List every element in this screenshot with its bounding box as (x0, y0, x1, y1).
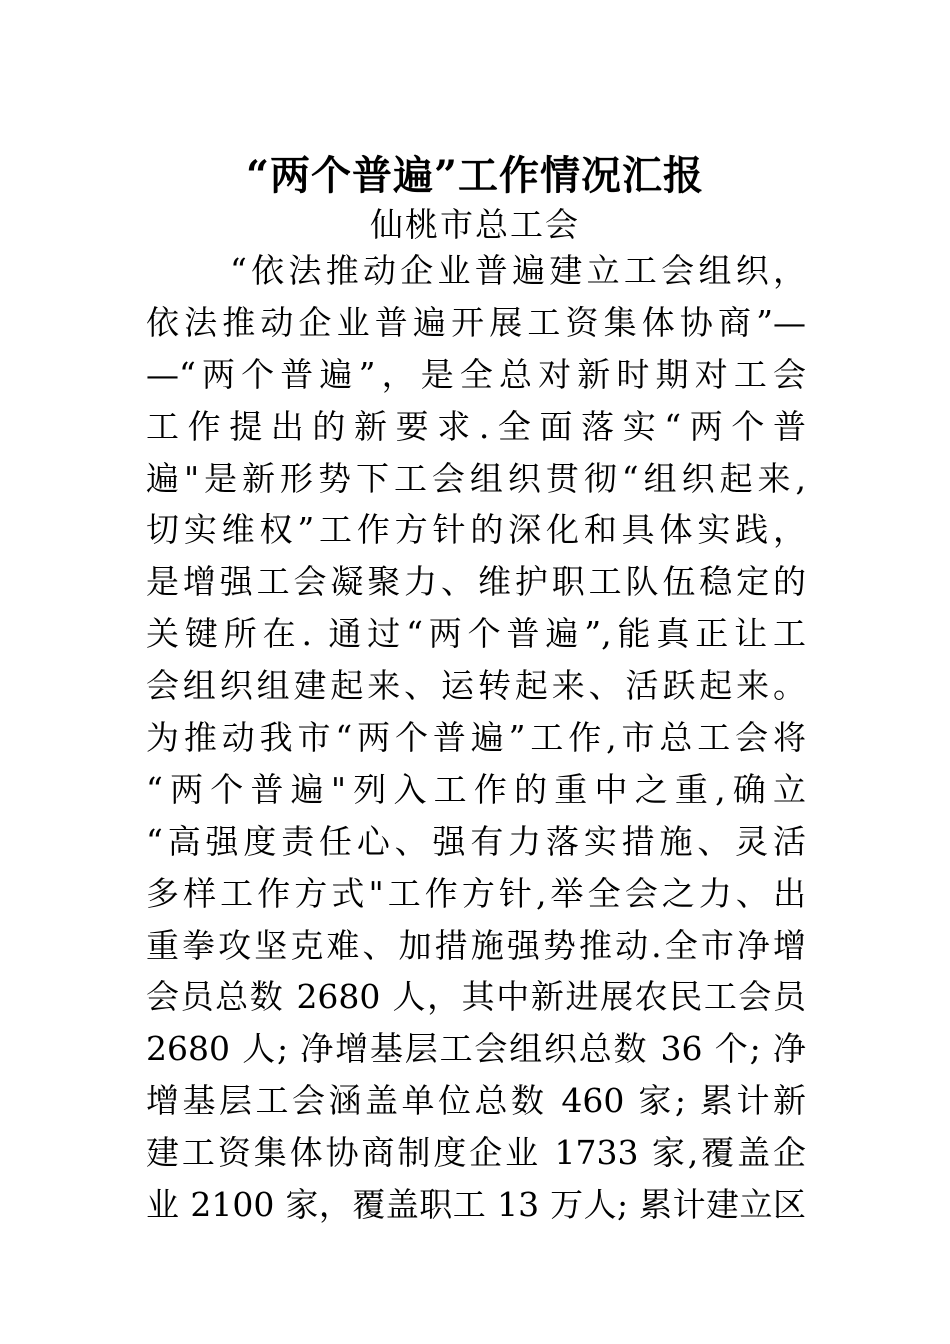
body-line: 为推动我市“两个普遍”工作,市总工会将 (146, 718, 806, 758)
body-line: 关键所在. 通过“两个普遍”,能真正让工 (146, 614, 806, 654)
body-line: “两个普遍"列入工作的重中之重,确立 (146, 769, 806, 809)
document-author: 仙桃市总工会 (370, 205, 580, 244)
body-line: “高强度责任心、强有力落实措施、灵活 (146, 821, 806, 861)
body-line: 会员总数 2680 人，其中新进展农民工会员 (146, 977, 806, 1017)
body-line: 依法推动企业普遍开展工资集体协商”— (146, 302, 806, 342)
body-line: —“两个普遍”，是全总对新时期对工会 (146, 354, 806, 394)
body-line: 增基层工会涵盖单位总数 460 家; 累计新 (146, 1081, 806, 1121)
body-line: 重拳攻坚克难、加措施强势推动.全市净增 (146, 925, 806, 965)
body-line: 建工资集体协商制度企业 1733 家,覆盖企 (146, 1133, 806, 1173)
body-line: 业 2100 家，覆盖职工 13 万人; 累计建立区 (146, 1185, 806, 1225)
body-line: 会组织组建起来、运转起来、活跃起来。 (146, 666, 806, 706)
body-line: 2680 人; 净增基层工会组织总数 36 个; 净 (146, 1029, 806, 1069)
body-line: 是增强工会凝聚力、维护职工队伍稳定的 (146, 562, 806, 602)
body-line: 遍"是新形势下工会组织贯彻“组织起来, (146, 458, 806, 498)
body-line: 工作提出的新要求.全面落实“两个普 (146, 406, 806, 446)
document-title: “两个普遍”工作情况汇报 (245, 152, 704, 199)
body-line: 多样工作方式"工作方针,举全会之力、出 (146, 873, 806, 913)
document-body (146, 245, 806, 1231)
body-line: “依法推动企业普遍建立工会组织， (230, 251, 806, 290)
body-line: 切实维权”工作方针的深化和具体实践， (146, 510, 806, 550)
